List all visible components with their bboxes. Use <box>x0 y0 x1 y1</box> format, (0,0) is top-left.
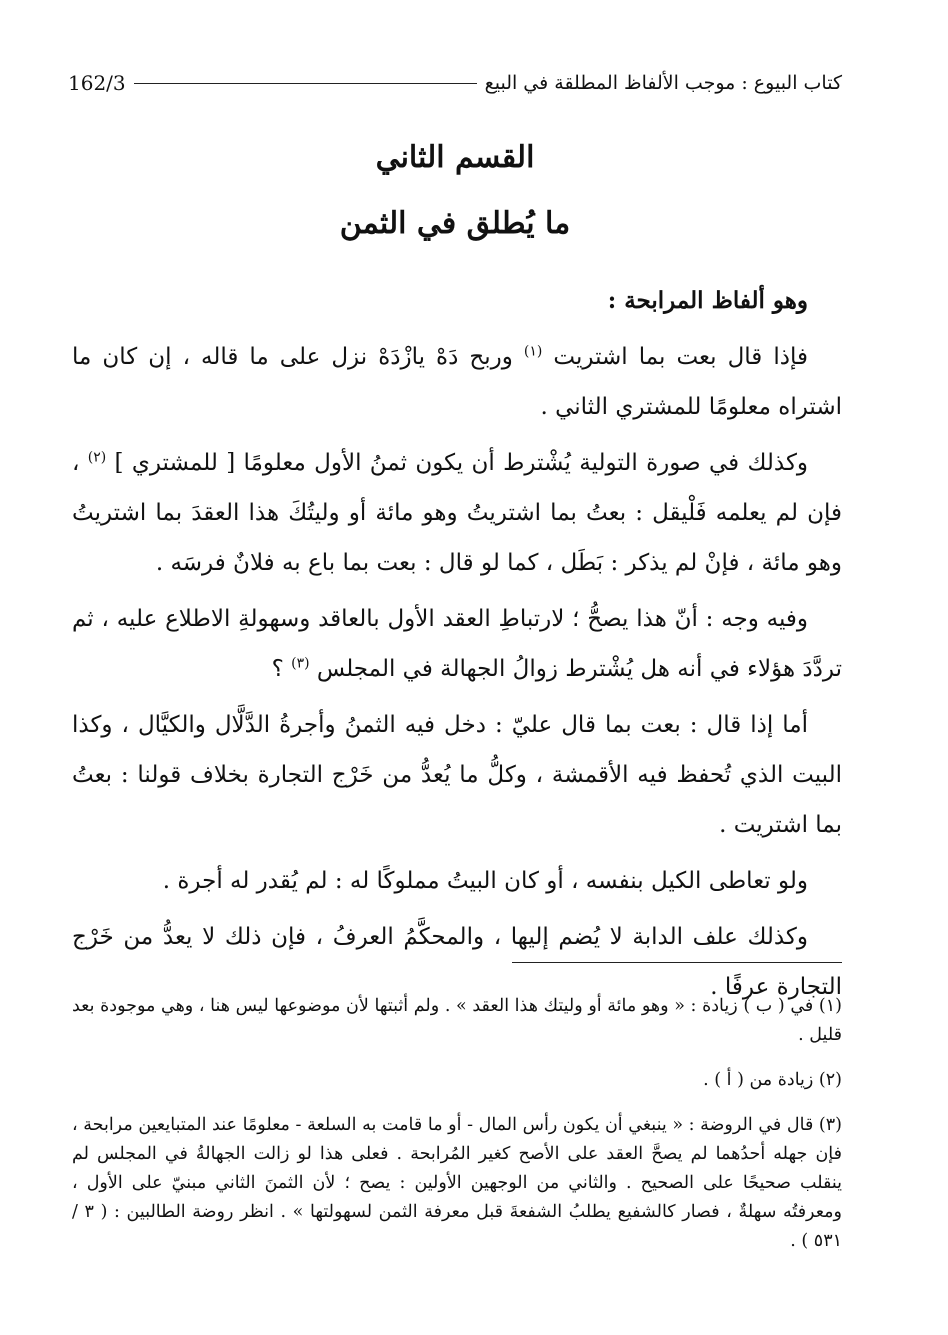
footnotes <box>72 992 842 1272</box>
footnote-ref-2[interactable]: (٢) <box>87 449 107 466</box>
paragraph-2-text-b: ، فإن لم يعلمه فَلْيقل : بعتُ بما اشتريتُ وهو مائة أو وليتُكَ هذا العقدَ بما اشتريتُ وهو مائة ، فإنْ لم يذكر : بَطَل ، كما لو قال : بعت بما باع به فلانٌ فرسَه . <box>72 450 842 576</box>
header-rule <box>134 83 477 84</box>
paragraph-1-text-b: وربح دَهْ يازْدَهْ نزل على ما قاله ، إن كان ما اشتراه معلومًا للمشتري الثاني . <box>72 344 842 420</box>
paragraph-5: ولو تعاطى الكيل بنفسه ، أو كان البيتُ مملوكًا له : لم يُقدر له أجرة . <box>162 868 808 894</box>
paragraph-1-text-a: فإذا قال بعت بما اشتريت <box>542 344 808 370</box>
paragraph-1 <box>72 332 842 432</box>
footnote-separator <box>512 962 842 963</box>
footnote-3: (٣) قال في الروضة : « ينبغي أن يكون رأس المال - أو ما قامت به السلعة - معلومًا عند المتبايعين مرابحة ، فإن جهله أحدُهما لم يصحَّ العقد على الأصح كغير المُرابحة . فعلى هذا لو زالت الجهالةُ في المجلس لم ينقلب صحيحًا على الصحيح . والثاني من الوجهين الأولين : يصح ؛ لأن الثمنَ الثاني مبنيّ على الأول ، ومعرفتُه سهلةٌ ، فصار كالشفيع يطلبُ الشفعةَ قبل معرفة الثمن لسهولتها » . انظر روضة الطالبين : ( ٣ / ٥٣١ ) . <box>72 1115 842 1251</box>
running-title: كتاب البيوع : موجب الألفاظ المطلقة في البيع <box>484 72 842 94</box>
running-header <box>68 66 842 100</box>
paragraph-3-text-a: وفيه وجه : أنّ هذا يصحُّ ؛ لارتباطِ العقد الأول بالعاقد وسهولةِ الاطلاع عليه ، ثم تردَّدَ هؤلاء في أنه هل يُشْترط زوالُ الجهالة في المجلس <box>72 606 842 682</box>
main-text <box>72 276 842 1018</box>
paragraph-2 <box>72 438 842 588</box>
footnote-2: (٢) زيادة من ( أ ) . <box>703 1070 842 1090</box>
footnote-ref-1[interactable]: (١) <box>523 343 543 360</box>
footnote-1: (١) في ( ب ) زيادة : « وهو مائة أو وليتك هذا العقد » . ولم أثبتها لأن موضوعها ليس هنا ، وهي موجودة بعد قليل . <box>72 996 842 1045</box>
footnote-ref-3[interactable]: (٣) <box>291 655 310 672</box>
paragraph-6: وكذلك علف الدابة لا يُضم إليها ، والمحكَّمُ العرفُ ، فإن ذلك لا يعدُّ من خَرْج التجارة عرفًا . <box>72 924 842 1000</box>
paragraph-3-text-b: ؟ <box>271 656 292 682</box>
section-title: القسم الثاني <box>375 140 535 175</box>
page-number: 162/3 <box>68 71 126 95</box>
paragraph-3 <box>72 594 842 694</box>
section-subtitle: ما يُطلق في الثمن <box>339 206 571 241</box>
paragraph-4: أما إذا قال : بعت بما قال عليّ : دخل فيه الثمنُ وأجرةُ الدَّلَّال والكيَّال ، وكذا البيت الذي تُحفظ فيه الأقمشة ، وكلُّ ما يُعدُّ من خَرْج التجارة بخلاف قولنا : بعتُ بما اشتريت . <box>72 712 842 838</box>
lead-paragraph: وهو ألفاظ المرابحة : <box>607 287 808 314</box>
paragraph-2-text-a: وكذلك في صورة التولية يُشْترط أن يكون ثمنُ الأول معلومًا [ للمشتري ] <box>106 450 809 476</box>
